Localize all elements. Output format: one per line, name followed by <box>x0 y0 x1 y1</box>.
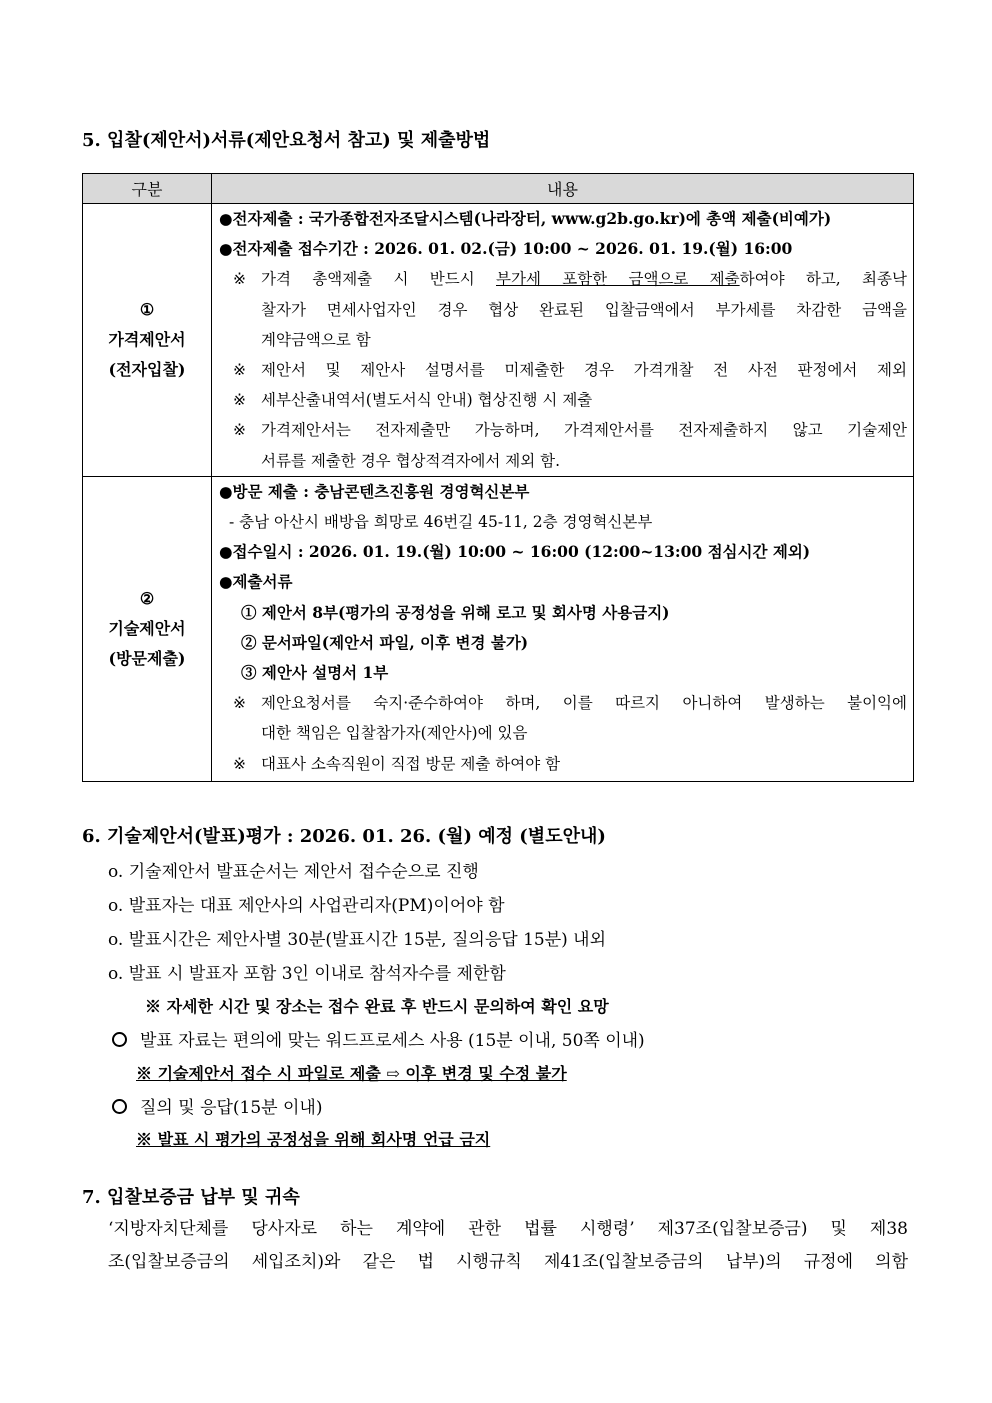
section5-title: 5. 입찰(제안서)서류(제안요청서 참고) 및 제출방법 <box>82 130 491 151</box>
note-mark: ※ <box>233 694 246 713</box>
note-mark: ※ <box>233 361 246 380</box>
bullet-text: 질의 및 응답(15분 이내) <box>140 1098 323 1118</box>
note-continuation <box>219 718 907 748</box>
header-content: 내용 <box>212 174 914 204</box>
row-number: ① <box>139 299 155 319</box>
circle-bullet-icon <box>112 1099 127 1114</box>
list-item: o. 발표 시 발표자 포함 3인 이내로 참석자수를 제한함 <box>108 964 506 984</box>
paragraph-line: 조(입찰보증금의 세입조치)와 같은 법 시행규칙 제41조(입찰보증금의 납부)의 규정에 의함 <box>108 1252 908 1272</box>
note-item <box>219 385 907 415</box>
row-method: (방문제출) <box>108 648 186 668</box>
note-text: 가격제안서는 전자제출만 가능하며, 가격제안서를 전자제출하지 않고 기술제안 <box>261 421 907 440</box>
header-category: 구분 <box>83 174 212 204</box>
note-continuation <box>219 325 907 355</box>
list-item: ●전자제출 접수기간 : 2026. 01. 02.(금) 10:00 ~ 2026. 01. 19.(월) 16:00 <box>219 239 793 259</box>
note-text: 찰자가 면세사업자인 경우 협상 완료된 입찰금액에서 부가세를 차감한 금액을 <box>261 300 907 319</box>
note-mark: ※ <box>233 270 246 289</box>
list-item: o. 기술제안서 발표순서는 제안서 접수순으로 진행 <box>108 862 479 882</box>
bullet-text: 발표 자료는 편의에 맞는 워드프로세스 사용 (15분 이내, 50쪽 이내) <box>140 1031 645 1051</box>
tech-proposal-label <box>83 476 212 781</box>
note-item <box>219 415 907 445</box>
note-continuation <box>219 446 907 476</box>
table-row <box>83 476 914 781</box>
note-text: 제안요청서를 숙지·준수하여야 하며, 이를 따르지 아니하여 발생하는 불이익에 <box>261 694 907 713</box>
notice-text: ※ 발표 시 평가의 공정성을 위해 회사명 언급 금지 <box>136 1130 491 1149</box>
list-item: - 충남 아산시 배방읍 희망로 46번길 45-11, 2층 경영혁신본부 <box>229 513 653 532</box>
note-text: 서류를 제출한 경우 협상적격자에서 제외 함. <box>261 451 561 470</box>
section7-title: 7. 입찰보증금 납부 및 귀속 <box>82 1187 300 1208</box>
bullet-item <box>112 1026 645 1051</box>
list-item: ●제출서류 <box>219 572 293 592</box>
row-title: 가격제안서 <box>108 329 186 349</box>
list-item: ●접수일시 : 2026. 01. 19.(월) 10:00 ~ 16:00 (12:00~13:00 점심시간 제외) <box>219 542 811 562</box>
row-title: 기술제안서 <box>108 618 186 638</box>
price-proposal-label <box>83 204 212 477</box>
row-method: (전자입찰) <box>108 359 186 379</box>
notice-text: ※ 기술제안서 접수 시 파일로 제출 ⇨ 이후 변경 및 수정 불가 <box>136 1064 567 1083</box>
document-item: ② 문서파일(제안서 파일, 이후 변경 불가) <box>241 632 529 652</box>
note-text: 제안서 및 제안사 설명서를 미제출한 경우 가격개찰 전 사전 판정에서 제외 <box>261 361 907 380</box>
note-text: 세부산출내역서(별도서식 안내) 협상진행 시 제출 <box>261 391 593 410</box>
note-item <box>219 355 907 385</box>
list-item: ●방문 제출 : 충남콘텐츠진흥원 경영혁신본부 <box>219 481 530 501</box>
note-continuation <box>219 295 907 325</box>
price-proposal-content <box>212 204 914 477</box>
note-mark: ※ <box>233 421 246 440</box>
note-item <box>219 264 907 294</box>
table-header-row <box>83 174 914 204</box>
tech-proposal-content <box>212 476 914 781</box>
note-text: 하여야 하고, 최종낙 <box>739 270 907 289</box>
notice-text: ※ 자세한 시간 및 장소는 접수 완료 후 반드시 문의하여 확인 요망 <box>145 997 609 1016</box>
list-item: ●전자제출 : 국가종합전자조달시스템(나라장터, www.g2b.go.kr)에 총액 제출(비예가) <box>219 209 832 228</box>
note-underlined-text: 부가세 포함한 금액으로 제출 <box>496 270 740 289</box>
note-text: 계약금액으로 함 <box>261 330 371 349</box>
note-text: 가격 총액제출 시 반드시 <box>261 270 496 289</box>
list-item: o. 발표시간은 제안사별 30분(발표시간 15분, 질의응답 15분) 내외 <box>108 930 607 950</box>
note-item <box>219 688 907 718</box>
row-number: ② <box>139 588 155 608</box>
circle-bullet-icon <box>112 1032 127 1047</box>
list-item: o. 발표자는 대표 제안사의 사업관리자(PM)이어야 함 <box>108 896 505 916</box>
note-text: 대표사 소속직원이 직접 방문 제출 하여야 함 <box>261 754 561 773</box>
document-item: ③ 제안사 설명서 1부 <box>241 663 389 683</box>
table-row <box>83 204 914 477</box>
note-mark: ※ <box>233 754 246 773</box>
note-text: 대한 책임은 입찰참가자(제안사)에 있음 <box>261 724 528 743</box>
document-item: ① 제안서 8부(평가의 공정성을 위해 로고 및 회사명 사용금지) <box>241 602 670 622</box>
section6-title: 6. 기술제안서(발표)평가 : 2026. 01. 26. (월) 예정 (별도안내) <box>82 826 606 847</box>
bullet-item <box>112 1093 322 1118</box>
note-item <box>219 749 907 779</box>
submission-table <box>82 173 914 782</box>
section7-paragraph <box>108 1213 908 1279</box>
note-mark: ※ <box>233 391 246 410</box>
paragraph-line: ‘지방자치단체를 당사자로 하는 계약에 관한 법률 시행령’ 제37조(입찰보증금) 및 제38 <box>108 1219 908 1239</box>
